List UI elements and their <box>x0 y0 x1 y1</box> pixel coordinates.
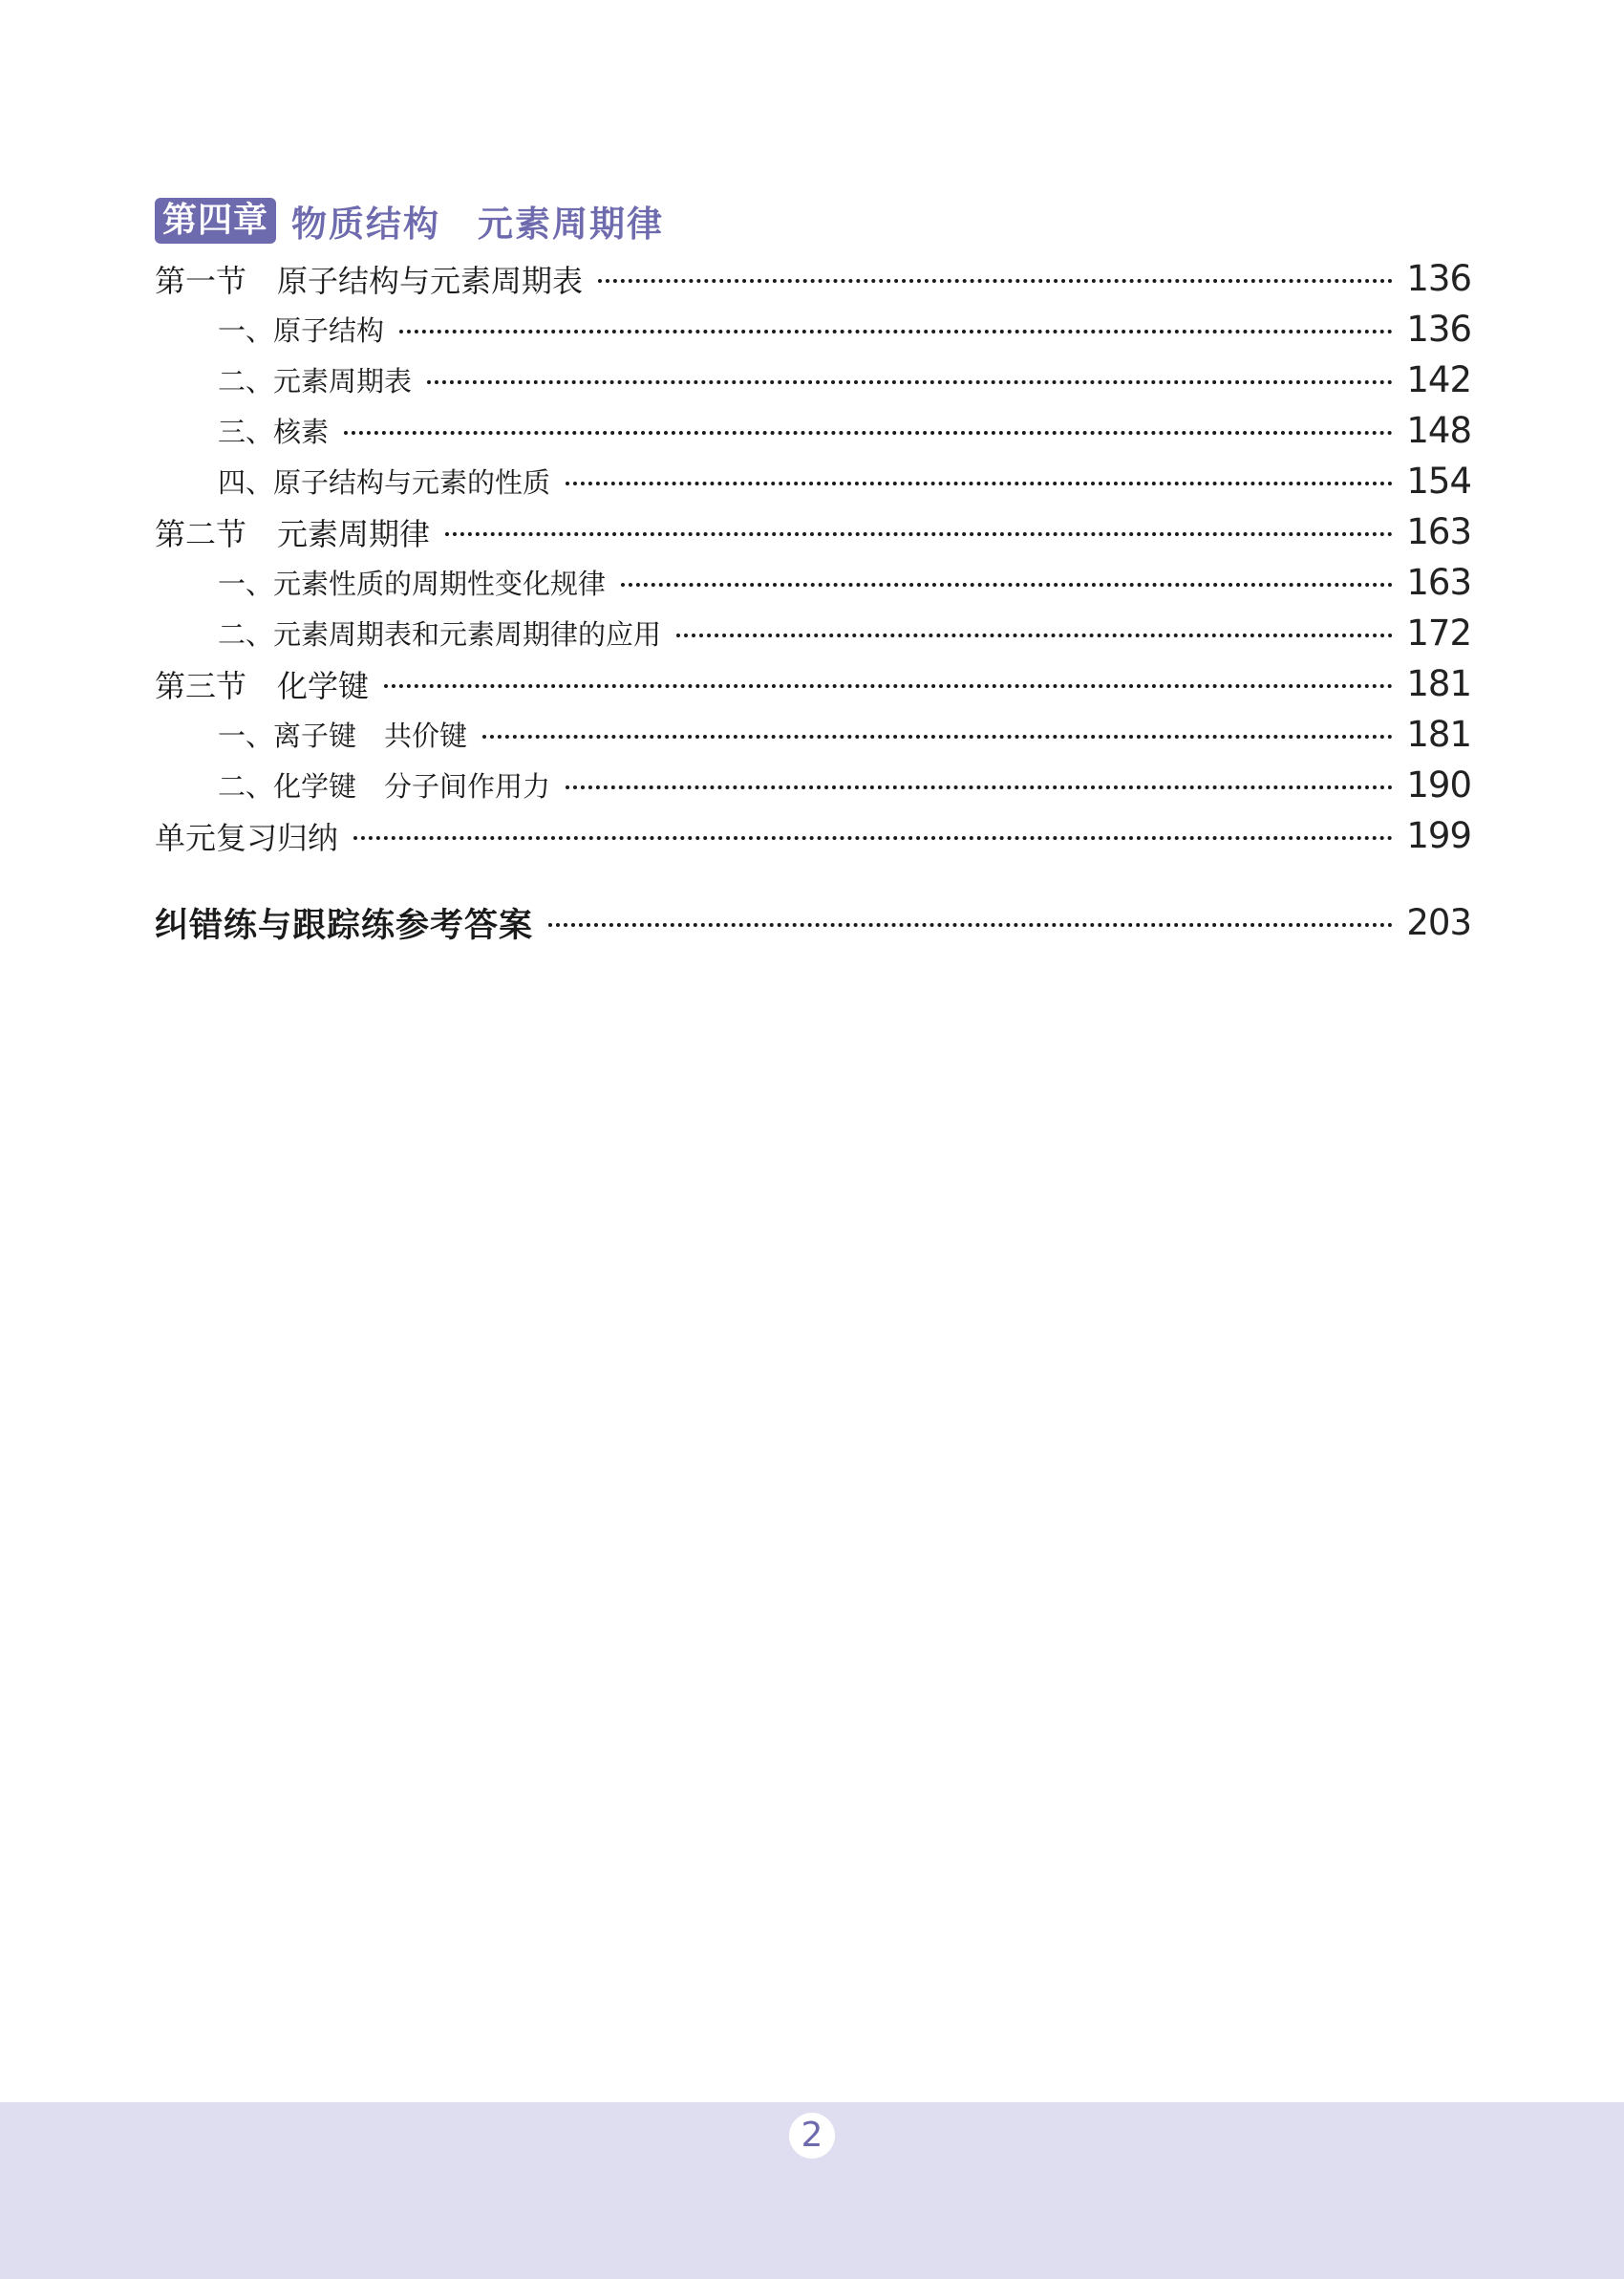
toc-entry[interactable] <box>155 456 1471 506</box>
dot-leader <box>384 684 1393 688</box>
toc-entry[interactable] <box>155 760 1471 810</box>
toc-entry-label: 单元复习归纳 <box>155 819 339 856</box>
toc-entry-page: 181 <box>1406 663 1471 704</box>
toc-entry[interactable] <box>155 405 1471 456</box>
toc-entry-page: 136 <box>1406 258 1471 299</box>
toc-entry[interactable] <box>155 355 1471 405</box>
table-of-contents <box>155 253 1471 948</box>
toc-entry-label: 第三节 化学键 <box>155 667 370 704</box>
toc-entry-label: 四、原子结构与元素的性质 <box>218 466 551 499</box>
toc-entry-label: 第一节 原子结构与元素周期表 <box>155 262 584 299</box>
dot-leader <box>598 279 1393 283</box>
toc-entry-label: 二、化学键 分子间作用力 <box>218 770 551 803</box>
toc-entry-page: 163 <box>1406 511 1471 552</box>
dot-leader <box>427 380 1393 384</box>
dot-leader <box>566 482 1393 485</box>
toc-entry-page: 172 <box>1406 613 1471 654</box>
toc-entry-page: 148 <box>1406 410 1471 451</box>
toc-entry-label: 一、原子结构 <box>218 314 385 347</box>
toc-entry-answers[interactable] <box>155 897 1471 948</box>
toc-entry-label: 二、元素周期表 <box>218 365 413 398</box>
toc-entry-page: 190 <box>1406 764 1471 806</box>
toc-entry-page: 136 <box>1406 309 1471 350</box>
toc-entry-label: 二、元素周期表和元素周期律的应用 <box>218 618 662 651</box>
page-number: 2 <box>789 2113 835 2159</box>
chapter-tag: 第四章 <box>155 198 276 244</box>
answers-page: 203 <box>1406 902 1471 943</box>
toc-entry-page: 154 <box>1406 461 1471 502</box>
chapter-heading <box>155 196 664 246</box>
toc-entry[interactable] <box>155 709 1471 760</box>
toc-entry[interactable] <box>155 506 1471 557</box>
toc-entry-page: 163 <box>1406 562 1471 603</box>
dot-leader <box>621 583 1393 587</box>
dot-leader <box>566 785 1393 789</box>
dot-leader <box>676 634 1393 637</box>
dot-leader <box>344 431 1393 435</box>
toc-entry-label: 一、元素性质的周期性变化规律 <box>218 568 607 600</box>
toc-entry[interactable] <box>155 304 1471 355</box>
toc-entry[interactable] <box>155 253 1471 304</box>
toc-entry-label: 三、核素 <box>218 416 330 448</box>
dot-leader <box>445 532 1393 536</box>
dot-leader <box>353 836 1393 840</box>
chapter-title: 物质结构 元素周期律 <box>291 204 665 245</box>
toc-entry[interactable] <box>155 658 1471 709</box>
toc-entry-label: 一、离子键 共价键 <box>218 720 468 752</box>
toc-entry-label: 第二节 元素周期律 <box>155 515 431 552</box>
dot-leader <box>482 735 1393 739</box>
dot-leader <box>548 923 1393 927</box>
toc-entry[interactable] <box>155 557 1471 608</box>
answers-label: 纠错练与跟踪练参考答案 <box>155 906 534 945</box>
toc-entry[interactable] <box>155 608 1471 658</box>
dot-leader <box>399 330 1393 333</box>
toc-entry[interactable] <box>155 810 1471 861</box>
toc-entry-page: 142 <box>1406 359 1471 400</box>
toc-entry-page: 181 <box>1406 714 1471 755</box>
toc-entry-page: 199 <box>1406 815 1471 856</box>
